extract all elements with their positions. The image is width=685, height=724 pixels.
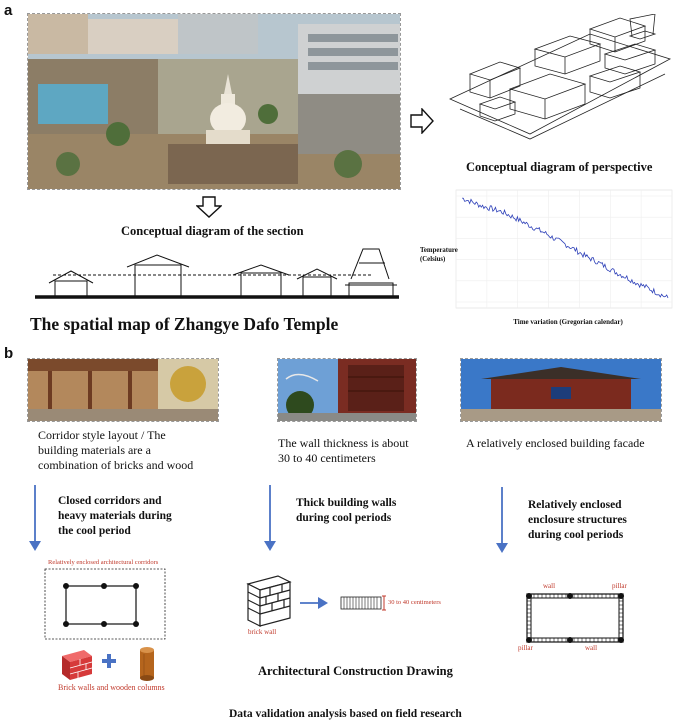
column-3-finding: Relatively enclosed enclosure structures during cool periods — [528, 499, 627, 541]
blue-down-arrow-icon — [264, 485, 276, 551]
plus-icon — [102, 654, 116, 668]
construction-caption: Architectural Construction Drawing — [258, 664, 453, 678]
enclosure-diagram — [524, 591, 626, 645]
facade-photo — [460, 358, 662, 422]
wall-label-top: wall — [543, 582, 556, 590]
pillar-label-top: pillar — [612, 582, 627, 590]
perspective-caption: Conceptual diagram of perspective — [466, 160, 653, 174]
column-2-finding: Thick building walls during cool periods — [296, 497, 397, 524]
section-caption: Conceptual diagram of the section — [121, 224, 304, 238]
wall-photo — [277, 358, 417, 422]
down-arrow-icon — [196, 196, 222, 218]
chart-y-axis-label-line: (Celsius) — [420, 256, 446, 263]
column-1-description: Corridor style layout / The building materials are a combination of bricks and wood — [38, 428, 194, 472]
pillar-label-bottom: pillar — [518, 644, 533, 652]
wall-section-diagram — [340, 593, 386, 613]
chart-y-axis-label — [420, 247, 458, 263]
chart-y-axis-label-line: Temperature — [420, 247, 458, 254]
main-title: The spatial map of Zhangye Dafo Temple — [30, 314, 339, 334]
section-diagram — [33, 245, 403, 301]
corridor-caption: Relatively enclosed architectural corridors — [48, 559, 159, 566]
brick-wall-3d-icon — [58, 648, 94, 682]
column-3-description: A relatively enclosed building facade — [466, 436, 645, 450]
blue-right-arrow-icon — [300, 597, 328, 609]
panel-b-label: b — [4, 345, 14, 362]
corridor-diagram — [44, 568, 166, 640]
column-1-finding: Closed corridors and heavy materials during the cool period — [58, 495, 172, 537]
corridor-photo — [27, 358, 219, 422]
chart-x-axis-label: Time variation (Gregorian calendar) — [513, 318, 623, 326]
brick-wall-label: brick wall — [248, 628, 277, 636]
wooden-column-icon — [136, 646, 158, 682]
panel-a-label: a — [4, 2, 13, 19]
aerial-photo — [27, 13, 401, 190]
blue-down-arrow-icon — [496, 487, 508, 553]
perspective-diagram — [440, 14, 676, 154]
column-2-description: The wall thickness is about 30 to 40 centimeters — [278, 436, 409, 465]
brick-wall-icon — [246, 574, 292, 628]
right-arrow-icon — [410, 108, 434, 134]
thickness-label: 30 to 40 centimeters — [388, 599, 441, 606]
footer-caption: Data validation analysis based on field research — [229, 708, 462, 720]
temperature-chart — [418, 188, 680, 328]
blue-down-arrow-icon — [29, 485, 41, 551]
wall-label-bottom: wall — [585, 644, 598, 652]
materials-caption: Brick walls and wooden columns — [58, 683, 165, 692]
